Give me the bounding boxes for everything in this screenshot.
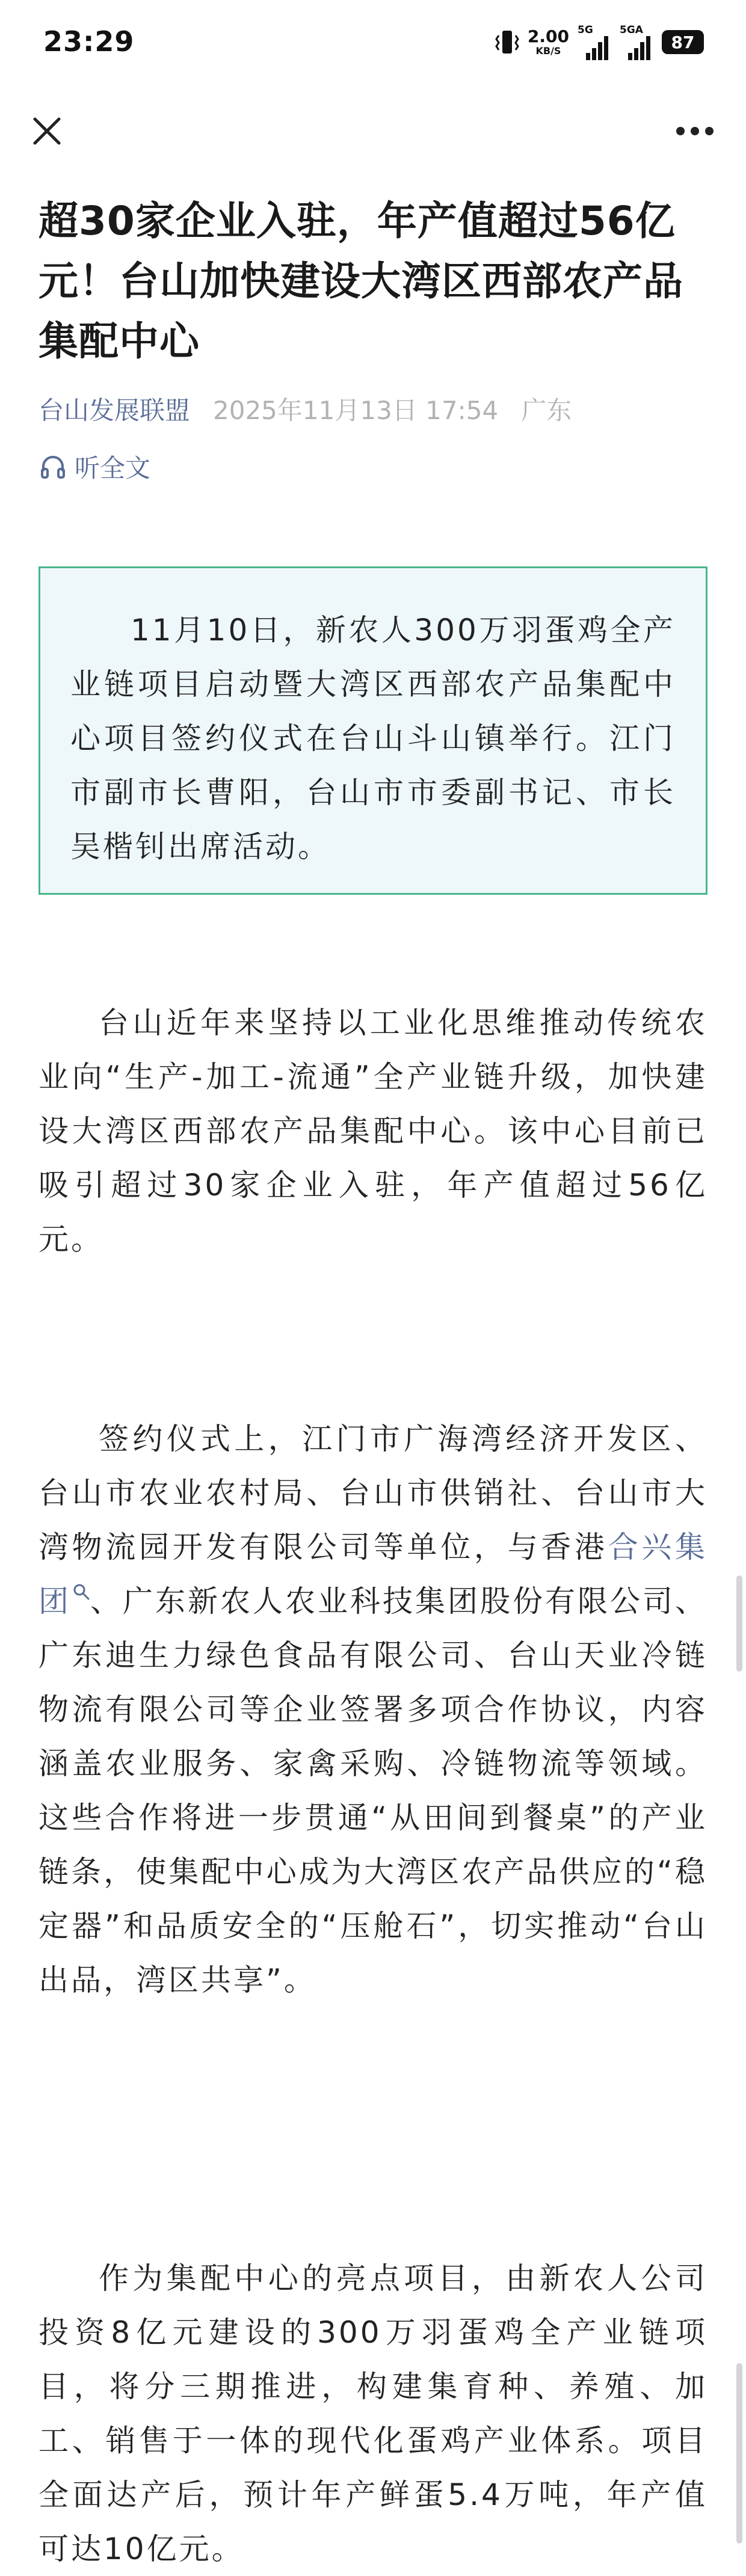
- signal-5ga: [620, 24, 653, 60]
- article-title: 超30家企业入驻，年产值超过56亿元！台山加快建设大湾区西部农产品集配中心: [39, 198, 683, 364]
- status-bar: [0, 0, 746, 84]
- paragraph-2-text-after: 、广东新农人农业科技集团股份有限公司、广东迪生力绿色食品有限公司、台山天业冷链物流有限公司等企业签署多项合作协议，内容涵盖农业服务、家禽采购、冷链物流等领域。这些合作将进一步贯通“从田间到餐桌”的产业链条，使集配中心成为大湾区农产品供应的“稳定器”和品质安全的“压舱石”，切实推动“台山出品，湾区共享”。: [39, 1584, 707, 1998]
- signal-bars-icon: [578, 35, 611, 60]
- status-time: 23:29: [43, 25, 135, 58]
- scrollbar-thumb-secondary[interactable]: [736, 2363, 742, 2544]
- article-date: 2025年11月13日 17:54: [213, 396, 499, 425]
- article-paragraph-2: [39, 1412, 707, 2007]
- entity-link-label: 合兴集团: [39, 1530, 708, 1619]
- close-icon: [31, 115, 63, 147]
- article-location: 广东: [521, 396, 572, 425]
- signal-5g: [578, 24, 611, 60]
- headphones-icon: [39, 452, 67, 481]
- vibrate-icon: [495, 27, 519, 57]
- network-speed-unit: KB/S: [535, 45, 561, 57]
- scrollbar-thumb[interactable]: [736, 1575, 742, 1672]
- paragraph-2-text-before: 签约仪式上，江门市广海湾经济开发区、台山市农业农村局、台山市供销社、台山市大湾物流园开发有限公司等单位，与香港: [39, 1421, 707, 1565]
- summary-box: [39, 566, 707, 895]
- signal-5g-label: 5G: [578, 24, 593, 36]
- article-source-link[interactable]: 台山发展联盟: [39, 396, 191, 425]
- search-icon: [72, 1583, 90, 1601]
- article-paragraph-3: 作为集配中心的亮点项目，由新农人公司投资8亿元建设的300万羽蛋鸡全产业链项目，将分三期推进，构建集育种、养殖、加工、销售于一体的现代化蛋鸡产业体系。项目全面达产后，预计年产鲜蛋5.4万吨，年产值可达10亿元。: [39, 2261, 707, 2566]
- article-meta: [39, 391, 572, 427]
- article-paragraph-1: 台山近年来坚持以工业化思维推动传统农业向“生产-加工-流通”全产业链升级，加快建设大湾区西部农产品集配中心。该中心目前已吸引超过30家企业入驻，年产值超过56亿元。: [39, 1005, 707, 1257]
- network-speed-value: 2.00: [527, 26, 569, 46]
- more-button[interactable]: [668, 108, 722, 154]
- summary-text: 11月10日，新农人300万羽蛋鸡全产业链项目启动暨大湾区西部农产品集配中心项目签约仪式在台山斗山镇举行。江门市副市长曹阳，台山市市委副书记、市长吴楷钊出席活动。: [70, 613, 676, 864]
- signal-bars-icon: [620, 35, 653, 60]
- network-speed: [528, 28, 569, 56]
- signal-5ga-label: 5GA: [620, 24, 643, 36]
- close-button[interactable]: [24, 108, 70, 154]
- status-indicators: [495, 24, 704, 60]
- battery-level: 87: [662, 30, 704, 54]
- listen-full-text-label: 听全文: [75, 453, 151, 483]
- listen-full-text-button[interactable]: [39, 449, 150, 485]
- more-icon: [675, 125, 715, 137]
